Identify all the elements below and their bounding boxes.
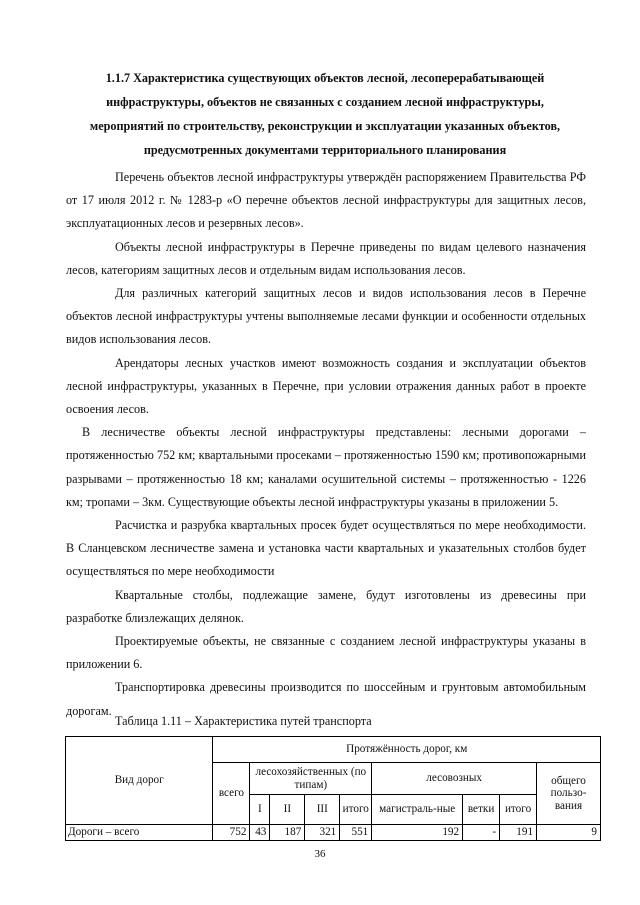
cell-type-3: 321	[305, 825, 340, 841]
cell-type-2: 187	[270, 825, 305, 841]
cell-main: 192	[372, 825, 463, 841]
heading-line: 1.1.7 Характеристика существующих объектов лесной, лесоперерабатывающей	[105, 71, 545, 85]
header-road-type: Вид дорог	[66, 737, 213, 825]
paragraph: Квартальные столбы, подлежащие замене, будут изготовлены из древесины при разработке близлежащих делянок.	[66, 587, 586, 625]
header-type-2: II	[270, 795, 305, 825]
paragraph: Для различных категорий защитных лесов и видов использования лесов в Перечне объектов лесной инфраструктуры учтены выполняемые лесами функции и особенности отдельных видов использования лесов.	[66, 286, 586, 347]
cell-road-name: Дороги – всего	[66, 825, 213, 841]
heading-line: инфраструктуры, объектов не связанных с созданием лесной инфраструктуры,	[106, 95, 544, 109]
heading-line: предусмотренных документами территориального планирования	[143, 143, 507, 157]
header-type-3: III	[305, 795, 340, 825]
section-heading	[60, 66, 590, 162]
header-logging: лесовозных	[372, 763, 537, 795]
header-total: всего	[213, 763, 250, 825]
cell-subtotal: 551	[340, 825, 372, 841]
cell-branches: -	[463, 825, 500, 841]
cell-public: 9	[537, 825, 601, 841]
paragraph: Арендаторы лесных участков имеют возможность создания и эксплуатации объектов лесной инфраструктуры, указанных в Перечне, при условии отражения данных работ в проекте освоения лесов.	[66, 355, 586, 417]
header-type-1: I	[250, 795, 270, 825]
header-logging-total: итого	[500, 795, 537, 825]
header-forestry: лесохозяйственных (по типам)	[250, 763, 372, 795]
roads-table	[65, 736, 601, 841]
paragraph: Проектируемые объекты, не связанные с созданием лесной инфраструктуры указаны в приложении 6.	[66, 634, 586, 672]
cell-logging-total: 191	[500, 825, 537, 841]
heading-line: мероприятий по строительству, реконструкции и эксплуатации указанных объектов,	[89, 119, 561, 133]
cell-total: 752	[213, 825, 250, 841]
page-number: 36	[314, 848, 326, 860]
table-header-row	[66, 737, 601, 763]
body-text	[66, 166, 586, 723]
table-caption: Таблица 1.11 – Характеристика путей транспорта	[115, 714, 372, 728]
header-subtotal: итого	[340, 795, 372, 825]
table-row	[66, 825, 601, 841]
header-branches: ветки	[463, 795, 500, 825]
header-length: Протяжённость дорог, км	[213, 737, 601, 763]
cell-type-1: 43	[250, 825, 270, 841]
paragraph: В лесничестве объекты лесной инфраструктуры представлены: лесными дорогами – протяженностью 752 км; квартальными просеками – протяженностью 1590 км; противопожарными разрывами – протяженностью 18 км; каналами осушительной системы – протяженностью - 1226 км; тропами – 3км. Существующие объекты лесной инфраструктуры указаны в приложении 5.	[66, 425, 586, 509]
paragraph: Перечень объектов лесной инфраструктуры утверждён распоряжением Правительства РФ от 17 июля 2012 г. № 1283-р «О перечне объектов лесной инфраструктуры для защитных лесов, эксплуатационных лесов и резервных лесов».	[66, 170, 586, 231]
paragraph: Объекты лесной инфраструктуры в Перечне приведены по видам целевого назначения лесов, категориям защитных лесов и отдельным видам использования лесов.	[66, 239, 586, 277]
header-main: магистраль-ные	[372, 795, 463, 825]
paragraph: Транспортировка древесины производится по шоссейным и грунтовым автомобильным дорогам.	[66, 680, 586, 718]
paragraph: Расчистка и разрубка квартальных просек будет осуществляться по мере необходимости. В Сланцевском лесничестве замена и установка части квартальных и указательных столбов будет осуществляться по мере необходимости	[66, 518, 586, 579]
header-public: общего пользо-вания	[537, 763, 601, 825]
